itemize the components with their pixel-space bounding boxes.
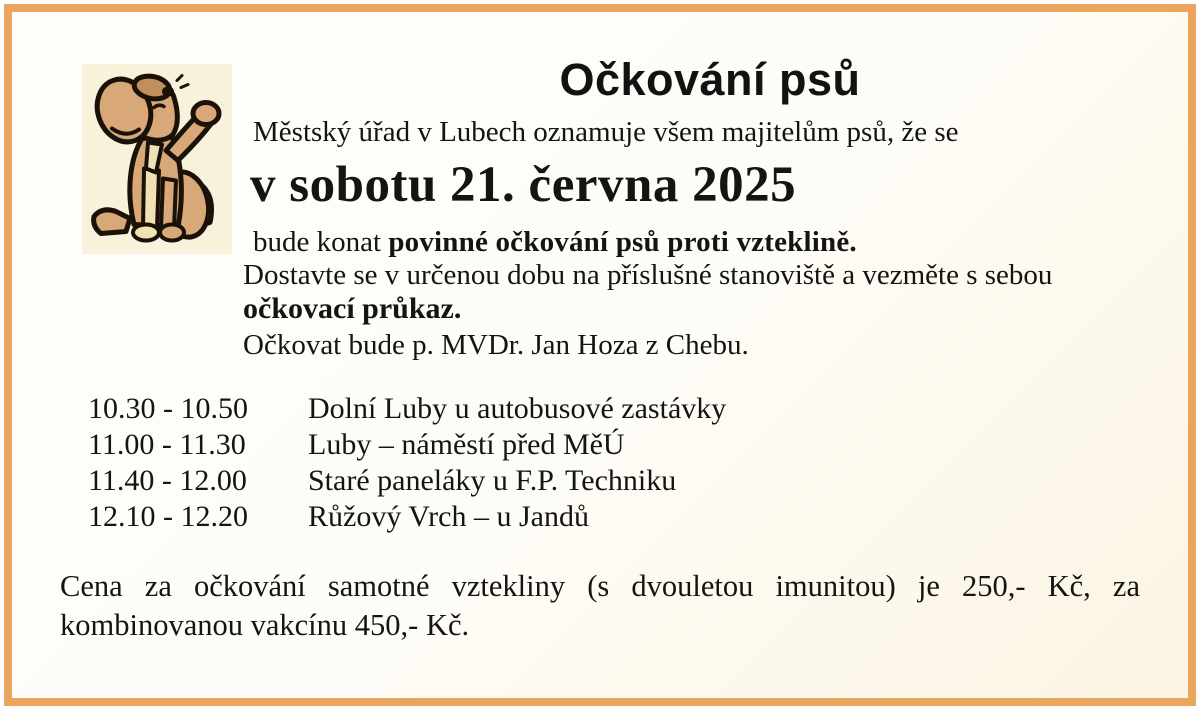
schedule-list bbox=[88, 391, 726, 535]
page-title: Očkování psů bbox=[559, 54, 861, 105]
price-line-2: kombinovanou vakcínu 450,- Kč. bbox=[60, 608, 470, 642]
sitting-dog-icon bbox=[82, 64, 232, 254]
schedule-row bbox=[88, 391, 726, 427]
intro-line: Městský úřad v Lubech oznamuje všem majitelům psů, že se bbox=[253, 116, 959, 148]
schedule-row bbox=[88, 427, 726, 463]
vaccination-card-note: očkovací průkaz. bbox=[243, 292, 462, 325]
schedule-time: 12.10 - 12.20 bbox=[88, 500, 248, 533]
schedule-time: 11.00 - 11.30 bbox=[88, 428, 246, 461]
event-line bbox=[253, 226, 857, 259]
schedule-row bbox=[88, 499, 726, 535]
vet-line: Očkovat bude p. MVDr. Jan Hoza z Chebu. bbox=[243, 329, 749, 361]
schedule-place: Staré paneláky u F.P. Techniku bbox=[308, 464, 677, 497]
event-bold-text: povinné očkování psů proti vzteklině. bbox=[388, 226, 857, 258]
price-paragraph bbox=[60, 567, 1140, 645]
schedule-time: 11.40 - 12.00 bbox=[88, 464, 247, 497]
schedule-place: Růžový Vrch – u Jandů bbox=[308, 500, 589, 533]
schedule-time: 10.30 - 10.50 bbox=[88, 392, 248, 425]
dog-illustration bbox=[82, 64, 232, 254]
schedule-row bbox=[88, 463, 726, 499]
instruction-line: Dostavte se v určenou dobu na příslušné stanoviště a vezměte s sebou bbox=[243, 259, 1053, 291]
price-line-1: Cena za očkování samotné vztekliny (s dvouletou imunitou) je 250,- Kč, za bbox=[60, 569, 1140, 603]
event-date: v sobotu 21. června 2025 bbox=[250, 157, 797, 213]
schedule-place: Luby – náměstí před MěÚ bbox=[308, 428, 625, 461]
event-prefix: bude konat bbox=[253, 226, 389, 258]
schedule-place: Dolní Luby u autobusové zastávky bbox=[308, 392, 727, 425]
